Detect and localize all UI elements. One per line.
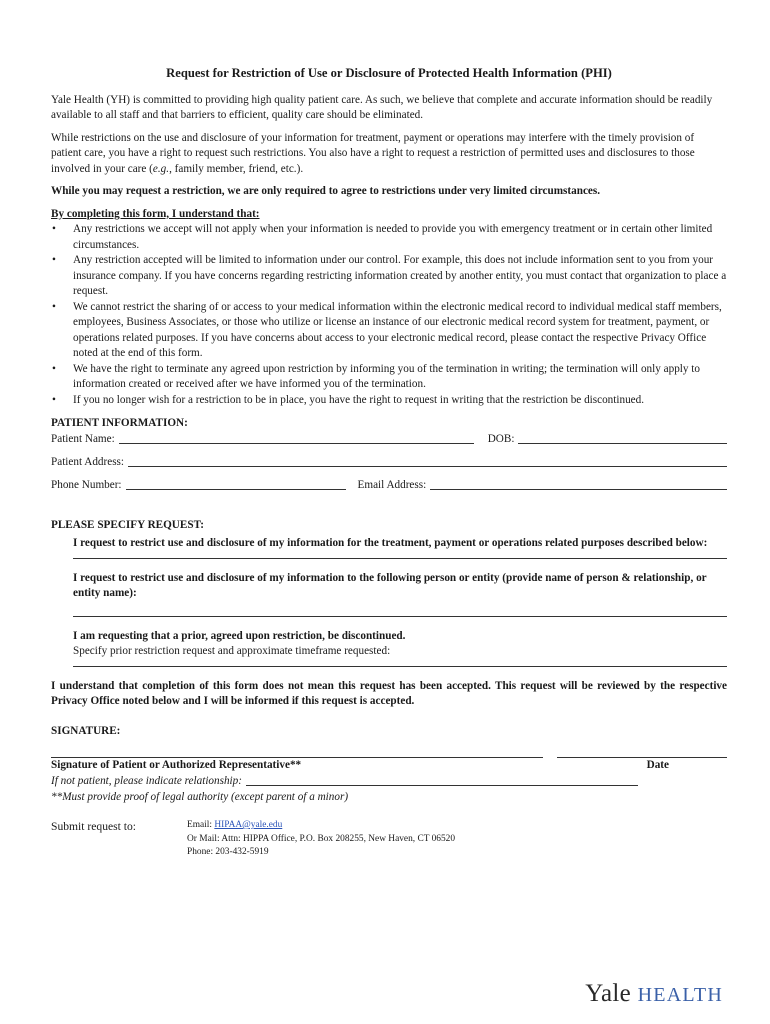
phone-field[interactable] [126, 489, 346, 490]
list-item: • Any restrictions we accept will not apply when your information is needed to provide you with emergency treatment or in certain other limited circumstances. [51, 222, 727, 253]
submit-section [51, 819, 727, 860]
request-discontinue-subtext: Specify prior restriction request and approximate timeframe requested: [73, 645, 391, 657]
submit-label: Submit request to: [51, 820, 137, 833]
submit-email-line [187, 819, 455, 833]
form-title: Request for Restriction of Use or Disclosure of Protected Health Information (PHI) [166, 66, 612, 80]
request-person-text: I request to restrict use and disclosure of my information to the following person or entity (provide name of person & relationship, or entity name): [73, 571, 707, 599]
address-row [51, 448, 727, 471]
address-label: Patient Address: [51, 456, 125, 468]
understand-heading: By completing this form, I understand that: [51, 207, 260, 220]
patient-name-label: Patient Name: [51, 433, 115, 445]
list-item: • Any restriction accepted will be limited to information under our control. For example, this does not include information sent to you from your insurance company. If you have concerns regarding restricting information created by another entity, you must contact that organization to place a request. [51, 253, 727, 300]
date-field[interactable] [557, 757, 727, 758]
specify-heading: PLEASE SPECIFY REQUEST: [51, 518, 204, 531]
signature-heading: SIGNATURE: [51, 724, 121, 737]
list-item: • We have the right to terminate any agreed upon restriction by informing you of the termination in writing; the termination will only apply to information created or received after we have informed you of the termination. [51, 362, 727, 393]
eg-text: e.g. [152, 162, 170, 175]
request-treatment-text: I request to restrict use and disclosure of my information for the treatment, payment or operations related purposes described below: [73, 537, 708, 549]
patient-info-heading: PATIENT INFORMATION: [51, 417, 188, 429]
understand-list [51, 222, 727, 408]
patient-name-field[interactable] [119, 443, 474, 444]
dob-field[interactable] [518, 443, 727, 444]
relationship-field[interactable] [246, 785, 638, 786]
form-page [51, 66, 727, 860]
legal-authority-note: **Must provide proof of legal authority (except parent of a minor) [51, 790, 349, 803]
email-field[interactable] [430, 489, 727, 490]
acknowledgement: I understand that completion of this form does not mean this request has been accepted. This request will be reviewed by the respective Privacy Office noted below and I will be informed if this request is accepted. [51, 679, 727, 707]
yale-health-logo [585, 980, 723, 1008]
logo-word: Yale [585, 980, 632, 1007]
address-field[interactable] [128, 466, 727, 467]
date-label: Date [646, 759, 669, 771]
phone-label: Phone Number: [51, 479, 122, 491]
request-section [73, 536, 727, 667]
submit-mail-line: Or Mail: Attn: HIPPA Office, P.O. Box 208255, New Haven, CT 06520 [187, 833, 456, 844]
relationship-row [51, 774, 727, 790]
dob-label: DOB: [487, 433, 515, 445]
list-item: • We cannot restrict the sharing of or access to your medical information within the electronic medical record to individual medical staff members, employees, Business Associates, or those who utilize or license an instance of our electronic medical record system for treatment, payment, or operations related purposes. If you have concerns about access to your electronic medical record, please contact the respective Privacy Office noted at the end of this form. [51, 300, 727, 362]
submit-phone-line: Phone: 203-432-5919 [187, 847, 269, 857]
relationship-label: If not patient, please indicate relationship: [51, 775, 242, 787]
signature-label: Signature of Patient or Authorized Representative** [51, 759, 302, 771]
rights-text: While restrictions on the use and disclosure of your information for treatment, payment or operations may interfere with the timely provision of patient care, you have a right to request such restrictions. You also have a right to request a restriction of permitted uses and disclosures to those involved in your care ( [51, 131, 695, 175]
submit-address [187, 819, 455, 860]
email-label: Email Address: [357, 479, 427, 491]
hipaa-email-link[interactable]: HIPAA@yale.edu [214, 820, 283, 830]
request-treatment-field[interactable] [73, 552, 727, 559]
request-discontinue-field[interactable] [73, 660, 727, 667]
request-person-field[interactable] [73, 602, 727, 617]
intro-paragraph: Yale Health (YH) is committed to providing high quality patient care. As such, we believe that complete and accurate information should be readily available to all staff and that barriers to efficient, quality care should be eliminated. [51, 93, 713, 121]
request-discontinue-text: I am requesting that a prior, agreed upon restriction, be discontinued. [73, 629, 406, 642]
rights-paragraph [51, 131, 727, 178]
logo-sub: HEALTH [637, 984, 723, 1006]
limited-circumstances-statement: While you may request a restriction, we are only required to agree to restrictions under very limited circumstances. [51, 185, 601, 197]
signature-labels [51, 758, 727, 774]
email-prefix: Email: [187, 820, 215, 830]
list-item: • If you no longer wish for a restriction to be in place, you have the right to request in writing that the restriction be discontinued. [51, 393, 727, 409]
rights-text-end: , family member, friend, etc.). [169, 162, 304, 175]
contact-row [51, 471, 727, 494]
patient-name-row [51, 432, 727, 448]
